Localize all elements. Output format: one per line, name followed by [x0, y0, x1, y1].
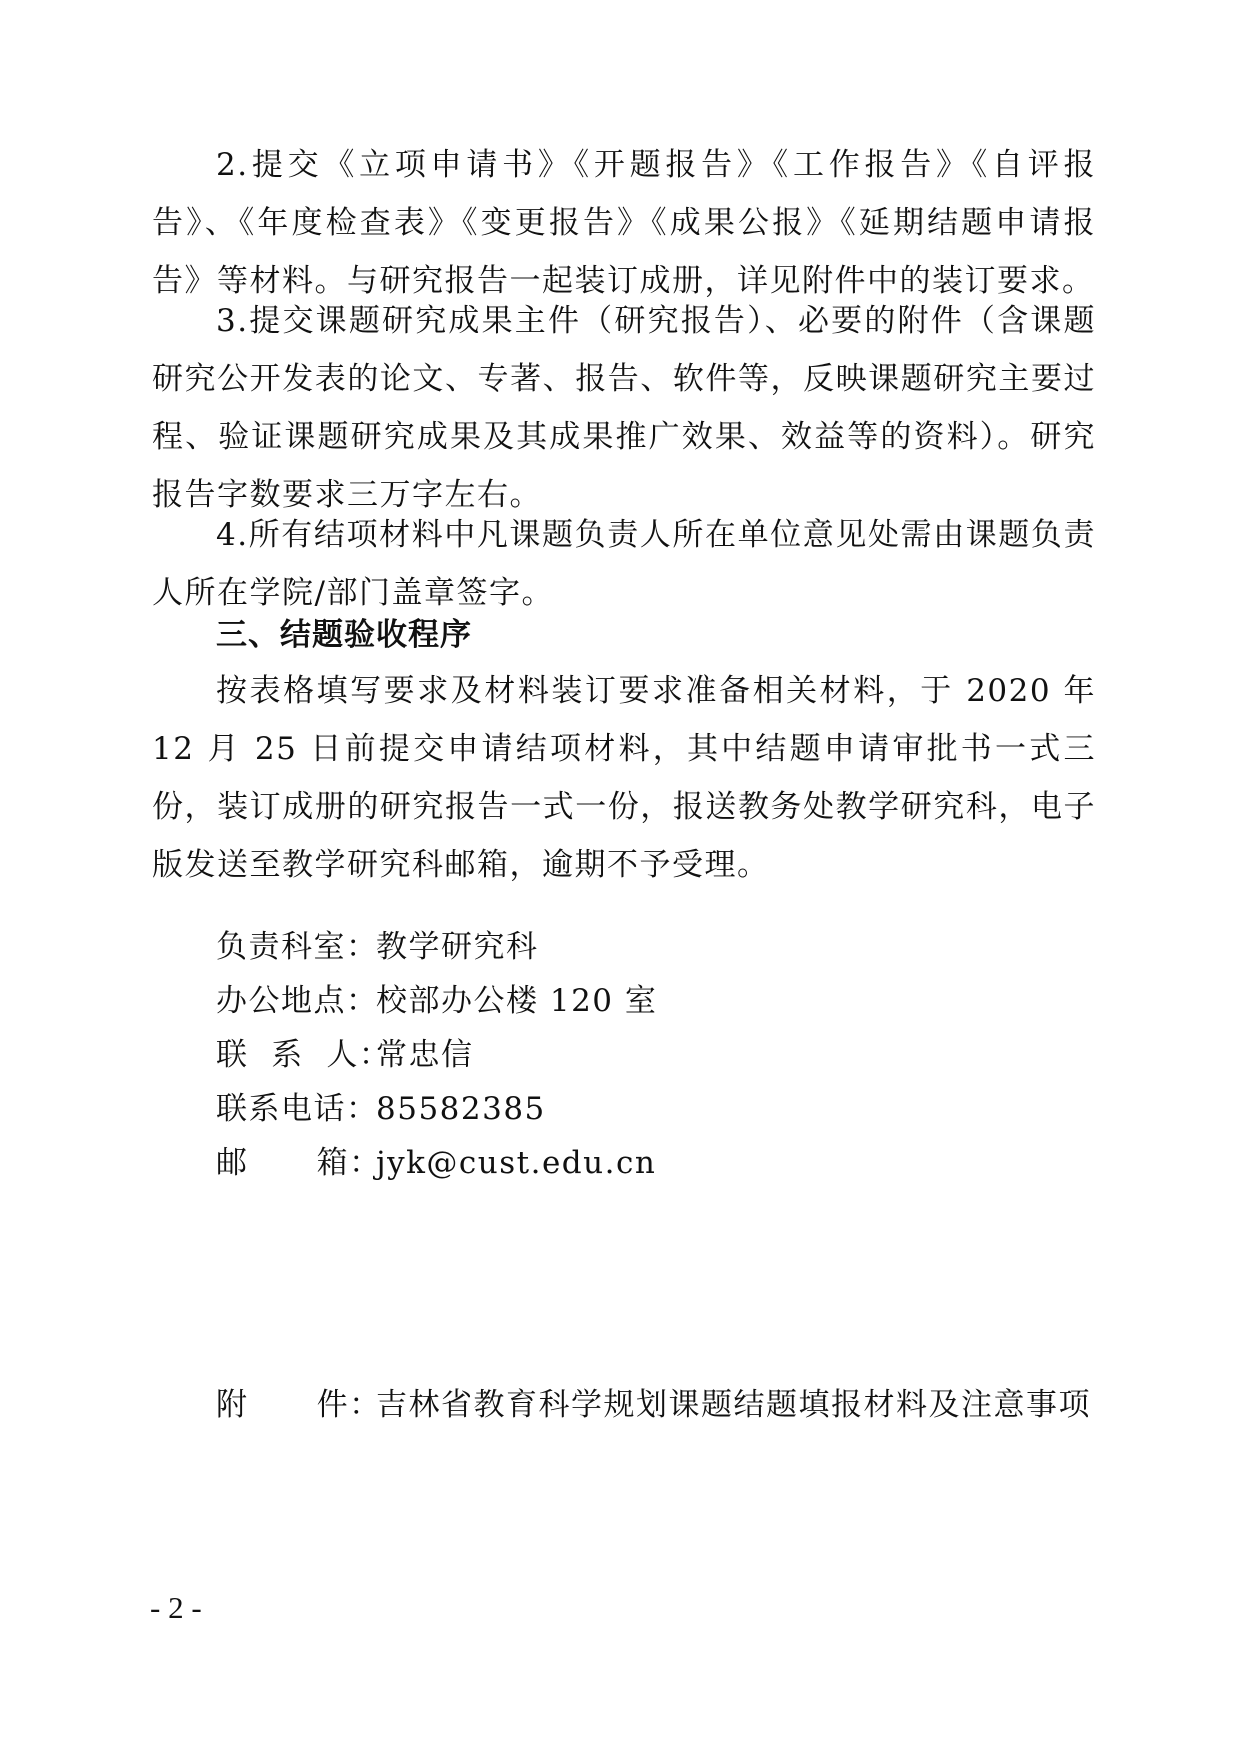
contact-person-label: 联 系 人： — [216, 1037, 392, 1073]
contact-office — [216, 918, 539, 976]
section-body: 按表格填写要求及材料装订要求准备相关材料，于 2020 年 12 月 25 日前提交申请结项材料，其中结题申请审批书一式三份，装订成册的研究报告一式一份，报送教务处教学研究科，电子版发送至教学研究科邮箱，逾期不予受理。 — [152, 673, 1096, 883]
contact-address-label: 办公地点： — [216, 983, 379, 1019]
section-heading: 三、结题验收程序 — [216, 617, 472, 653]
contact-phone — [216, 1080, 546, 1138]
contact-phone-label: 联系电话： — [216, 1091, 379, 1127]
attachment-line — [216, 1376, 1091, 1434]
page-number: - 2 - — [150, 1590, 202, 1625]
attachment-label: 附 件： — [216, 1387, 382, 1423]
contact-office-label: 负责科室： — [216, 929, 379, 965]
contact-address — [216, 972, 657, 1030]
contact-email-label: 邮 箱： — [216, 1145, 382, 1181]
contact-person — [216, 1026, 474, 1084]
contact-email — [216, 1134, 656, 1192]
paragraph-item-4: 4.所有结项材料中凡课题负责人所在单位意见处需由课题负责人所在学院/部门盖章签字。 — [152, 517, 1096, 611]
contact-address-value: 校部办公楼 120 室 — [376, 983, 658, 1019]
contact-person-value: 常忠信 — [376, 1037, 474, 1073]
contact-office-value: 教学研究科 — [376, 929, 539, 965]
paragraph-item-3: 3.提交课题研究成果主件（研究报告）、必要的附件（含课题研究公开发表的论文、专著、报告、软件等，反映课题研究主要过程、验证课题研究成果及其成果推广效果、效益等的资料）。研究报告字数要求三万字左右。 — [152, 303, 1096, 513]
contact-phone-value: 85582385 — [376, 1091, 546, 1127]
attachment-value: 吉林省教育科学规划课题结题填报材料及注意事项 — [376, 1387, 1091, 1423]
contact-email-value: jyk@cust.edu.cn — [376, 1145, 657, 1181]
paragraph-item-2: 2.提交《立项申请书》《开题报告》《工作报告》《自评报告》、《年度检查表》《变更报告》《成果公报》《延期结题申请报告》等材料。与研究报告一起装订成册，详见附件中的装订要求。 — [152, 147, 1096, 299]
